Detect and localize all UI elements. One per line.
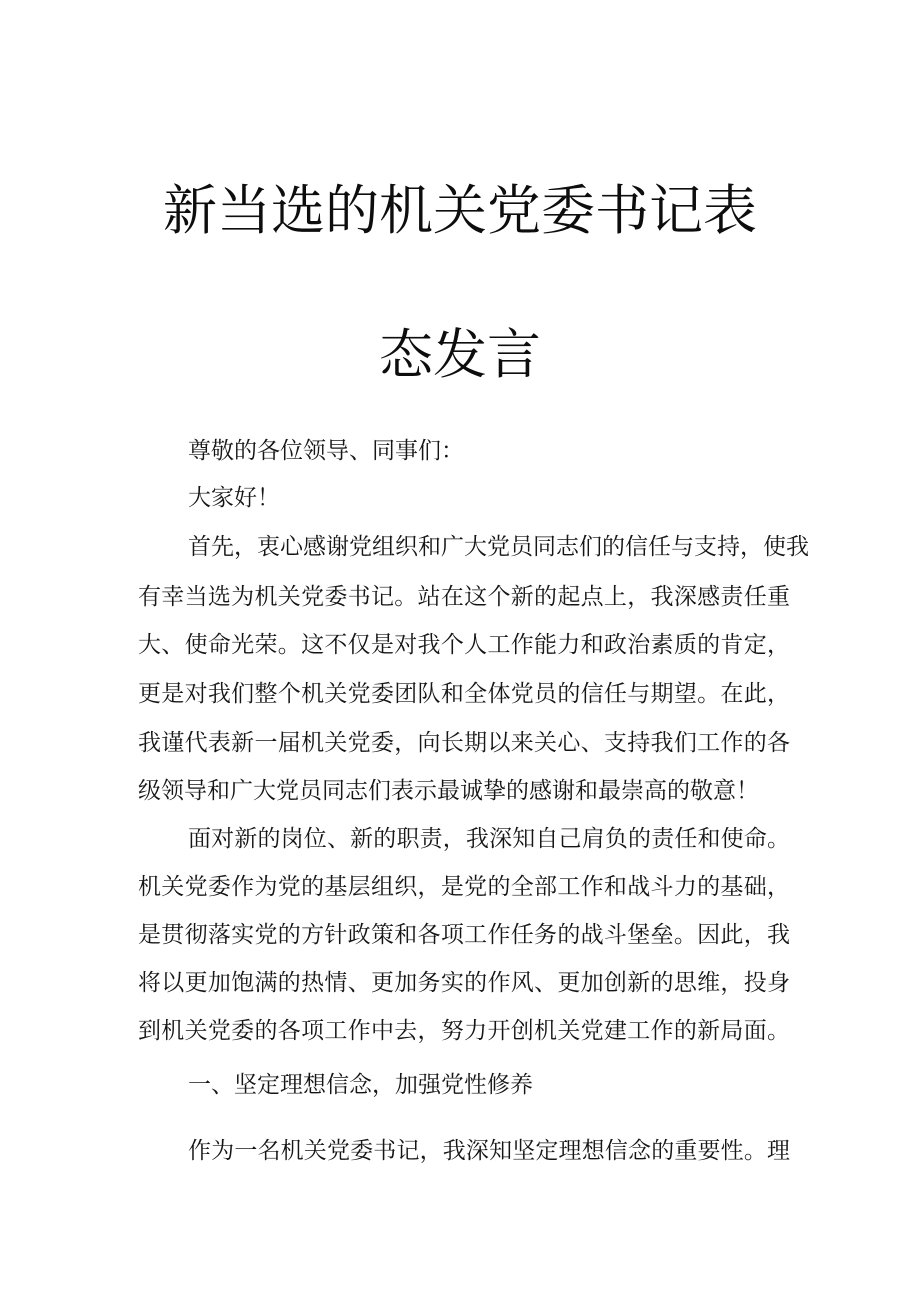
paragraph-2-line-1: 面对新的岗位、新的职责，我深知自己肩负的责任和使命。 xyxy=(188,826,790,852)
paragraph-1-line-5: 我谨代表新一届机关党委，向长期以来关心、支持我们工作的各 xyxy=(138,730,790,756)
paragraph-1-line-3: 大、使命光荣。这不仅是对我个人工作能力和政治素质的肯定， xyxy=(138,632,790,658)
paragraph-2-line-5: 到机关党委的各项工作中去，努力开创机关党建工作的新局面。 xyxy=(138,1018,790,1044)
section-heading-1: 一、坚定理想信念，加强党性修养 xyxy=(188,1072,533,1098)
salutation: 尊敬的各位领导、同事们： xyxy=(188,438,464,464)
paragraph-2-line-4: 将以更加饱满的热情、更加务实的作风、更加创新的思维，投身 xyxy=(138,970,790,996)
paragraph-1-line-4: 更是对我们整个机关党委团队和全体党员的信任与期望。在此， xyxy=(138,681,790,707)
document-title-line-1: 新当选的机关党委书记表 xyxy=(163,179,757,242)
paragraph-2-line-3: 是贯彻落实党的方针政策和各项工作任务的战斗堡垒。因此，我 xyxy=(138,922,790,948)
paragraph-1-line-1: 首先，衷心感谢党组织和广大党员同志们的信任与支持，使我 xyxy=(188,534,809,560)
paragraph-2-line-2: 机关党委作为党的基层组织，是党的全部工作和战斗力的基础， xyxy=(138,874,790,900)
greeting: 大家好！ xyxy=(188,485,280,511)
paragraph-1-line-6: 级领导和广大党员同志们表示最诚挚的感谢和最崇高的敬意！ xyxy=(138,778,759,804)
paragraph-3-line-1: 作为一名机关党委书记，我深知坚定理想信念的重要性。理 xyxy=(188,1138,790,1164)
paragraph-1-line-2: 有幸当选为机关党委书记。站在这个新的起点上，我深感责任重 xyxy=(138,584,790,610)
document-title-line-2: 态发言 xyxy=(379,323,541,386)
